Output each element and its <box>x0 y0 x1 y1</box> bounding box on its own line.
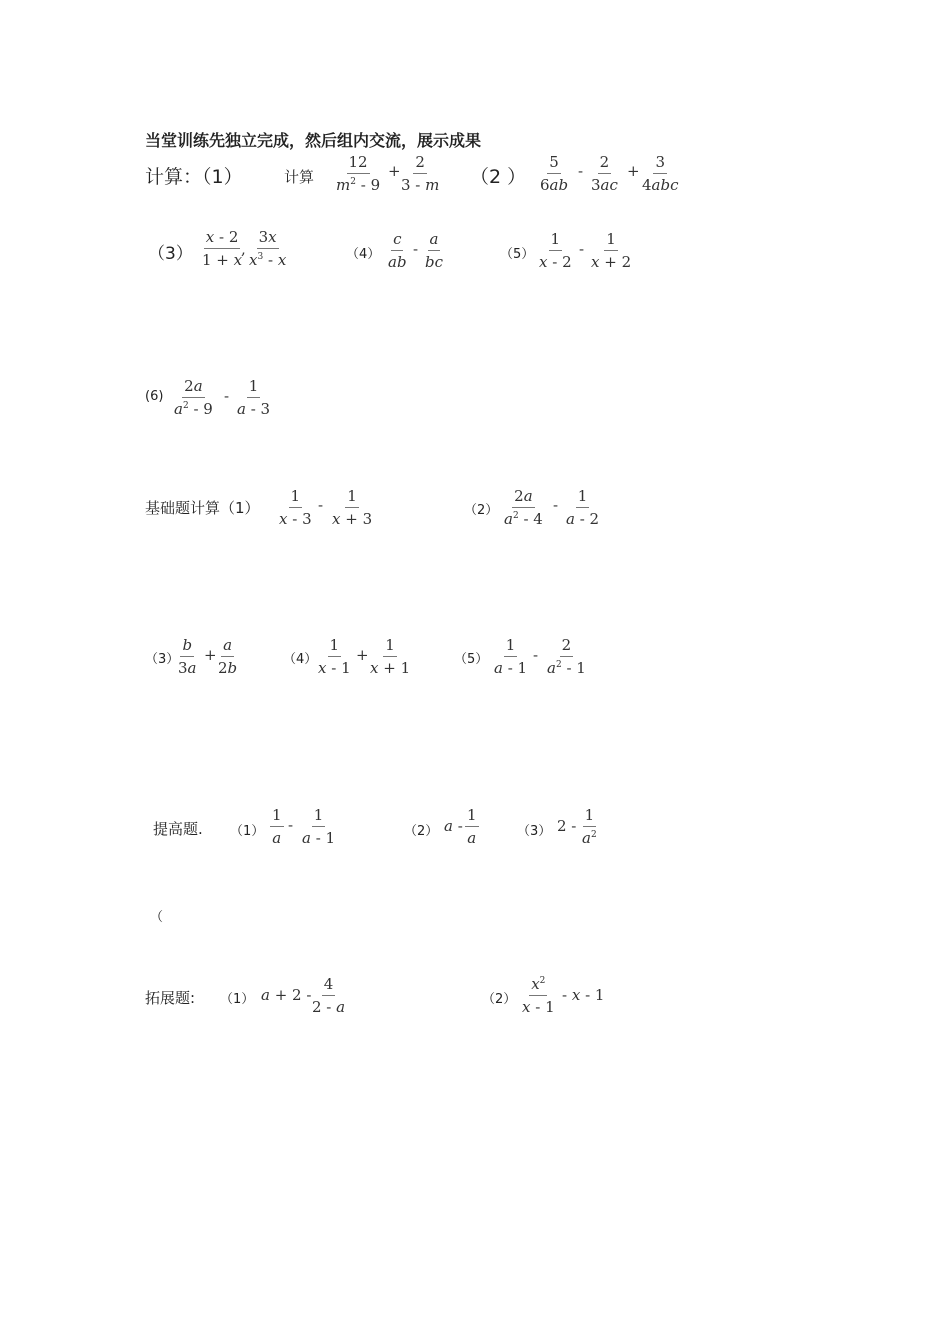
numerator: 1 <box>504 636 518 657</box>
fraction <box>334 153 382 194</box>
denominator: bc <box>425 253 444 271</box>
denominator: x + 1 <box>370 659 411 677</box>
minus-sign: - <box>553 496 559 514</box>
numerator: $x^2$ <box>529 975 547 996</box>
denominator: $m^2 - 9$ <box>336 176 381 194</box>
plus-sign: + <box>356 646 369 664</box>
fraction <box>310 975 347 1016</box>
numerator: b <box>180 636 194 657</box>
fraction <box>247 228 288 269</box>
basic-q5-label: （5） <box>454 652 489 667</box>
denominator: 4abc <box>642 176 679 194</box>
expr-prefix: a - <box>444 817 463 835</box>
fraction <box>368 636 412 677</box>
numerator: a <box>221 636 234 657</box>
fraction <box>216 636 239 677</box>
fraction <box>399 153 441 194</box>
denominator: 6ab <box>540 176 569 194</box>
denominator: 3 - m <box>401 176 440 194</box>
advanced-title: 提高题. <box>153 820 203 838</box>
minus-sign: - <box>318 496 324 514</box>
denominator: x - 1 <box>318 659 351 677</box>
basic-q3-label: （3） <box>145 652 180 667</box>
fraction <box>537 230 574 271</box>
extension-q2-label: （2） <box>482 992 517 1007</box>
fraction <box>270 806 284 847</box>
numerator: 3x <box>257 228 279 249</box>
numerator: 1 <box>345 487 359 508</box>
advanced-q2-label: （2） <box>404 824 439 839</box>
fraction <box>235 377 272 418</box>
minus-sign: - <box>533 646 539 664</box>
numerator: 1 <box>583 806 597 827</box>
denominator: $x^3$ - x <box>249 251 287 269</box>
denominator: a - 2 <box>566 510 600 528</box>
minus-sign: - <box>224 387 230 405</box>
fraction <box>176 636 199 677</box>
minus-sign: - <box>578 162 584 180</box>
fraction <box>465 806 479 847</box>
fraction <box>172 377 215 418</box>
expr-prefix: a + 2 - <box>261 986 312 1004</box>
fraction <box>330 487 374 528</box>
basic-q2-label: （2） <box>464 503 499 518</box>
plus-sign: + <box>388 162 401 180</box>
plus-sign: + <box>204 646 217 664</box>
calc-p5-label: （5） <box>500 247 535 262</box>
minus-sign: - <box>288 816 294 834</box>
fraction <box>492 636 529 677</box>
denominator: x - 1 <box>522 998 555 1016</box>
basic-q4-label: （4） <box>283 652 318 667</box>
denominator: x + 2 <box>591 253 632 271</box>
numerator: 2 <box>598 153 612 174</box>
numerator: 1 <box>328 636 342 657</box>
denominator: x + 3 <box>332 510 373 528</box>
fraction <box>277 487 314 528</box>
denominator: $a^2 - 9$ <box>174 400 213 418</box>
numerator: 2a <box>182 377 205 398</box>
denominator: 2 - a <box>312 998 346 1016</box>
numerator: 1 <box>383 636 397 657</box>
stray-bracket: （ <box>150 910 164 925</box>
denominator: ab <box>388 253 407 271</box>
fraction <box>423 230 445 271</box>
fraction <box>300 806 337 847</box>
fraction <box>564 487 601 528</box>
numerator: 1 <box>549 230 563 251</box>
extension-title: 拓展题: <box>145 989 196 1007</box>
denominator: x - 2 <box>539 253 572 271</box>
fraction <box>589 153 620 194</box>
denominator: 1 + x <box>202 251 243 269</box>
denominator: a - 1 <box>302 829 336 847</box>
numerator: 12 <box>347 153 370 174</box>
denominator: a - 1 <box>494 659 528 677</box>
fraction <box>386 230 409 271</box>
minus-sign: - <box>579 240 585 258</box>
calc-p3-label: （3） <box>148 244 193 264</box>
numerator: 1 <box>465 806 479 827</box>
fraction <box>580 806 599 847</box>
fraction <box>520 975 557 1016</box>
fraction <box>545 636 588 677</box>
fraction <box>316 636 353 677</box>
denominator: $a^2 - 1$ <box>547 659 586 677</box>
calc-p4-label: （4） <box>346 247 381 262</box>
basic-title: 基础题计算（1） <box>145 499 260 517</box>
section-header: 当堂训练先独立完成，然后组内交流，展示成果 <box>145 131 482 150</box>
plus-sign: + <box>627 162 640 180</box>
numerator: 1 <box>289 487 303 508</box>
fraction <box>502 487 545 528</box>
expr-suffix: - x - 1 <box>562 986 605 1004</box>
numerator: 1 <box>604 230 618 251</box>
denominator: 3ac <box>591 176 618 194</box>
fraction <box>200 228 244 269</box>
numerator: 1 <box>312 806 326 827</box>
numerator: 4 <box>322 975 336 996</box>
numerator: a <box>428 230 441 251</box>
numerator: 2a <box>512 487 535 508</box>
calc-p6-label: (6) <box>145 389 164 404</box>
expr-prefix: 2 - <box>557 817 577 835</box>
calc-p1-label: 计算 <box>284 168 315 186</box>
advanced-q3-label: （3） <box>517 824 552 839</box>
fraction <box>538 153 570 194</box>
calc-p2-label: （2 ） <box>470 166 527 188</box>
numerator: 5 <box>547 153 561 174</box>
fraction <box>589 230 633 271</box>
denominator: a <box>467 829 477 847</box>
calc-title: 计算：（1） <box>145 166 243 188</box>
numerator: x - 2 <box>204 228 241 249</box>
comma: , <box>241 240 246 258</box>
numerator: 1 <box>576 487 590 508</box>
numerator: 1 <box>247 377 261 398</box>
fraction <box>640 153 681 194</box>
advanced-q1-label: （1） <box>230 824 265 839</box>
denominator: $a^2 - 4$ <box>504 510 543 528</box>
denominator: x - 3 <box>279 510 312 528</box>
extension-q1-label: （1） <box>220 992 255 1007</box>
denominator: $a^2$ <box>582 829 597 847</box>
numerator: c <box>391 230 403 251</box>
numerator: 1 <box>270 806 284 827</box>
denominator: a <box>272 829 282 847</box>
denominator: 3a <box>178 659 197 677</box>
numerator: 2 <box>413 153 427 174</box>
minus-sign: - <box>413 240 419 258</box>
denominator: a - 3 <box>237 400 271 418</box>
denominator: 2b <box>218 659 238 677</box>
numerator: 2 <box>560 636 574 657</box>
numerator: 3 <box>653 153 667 174</box>
